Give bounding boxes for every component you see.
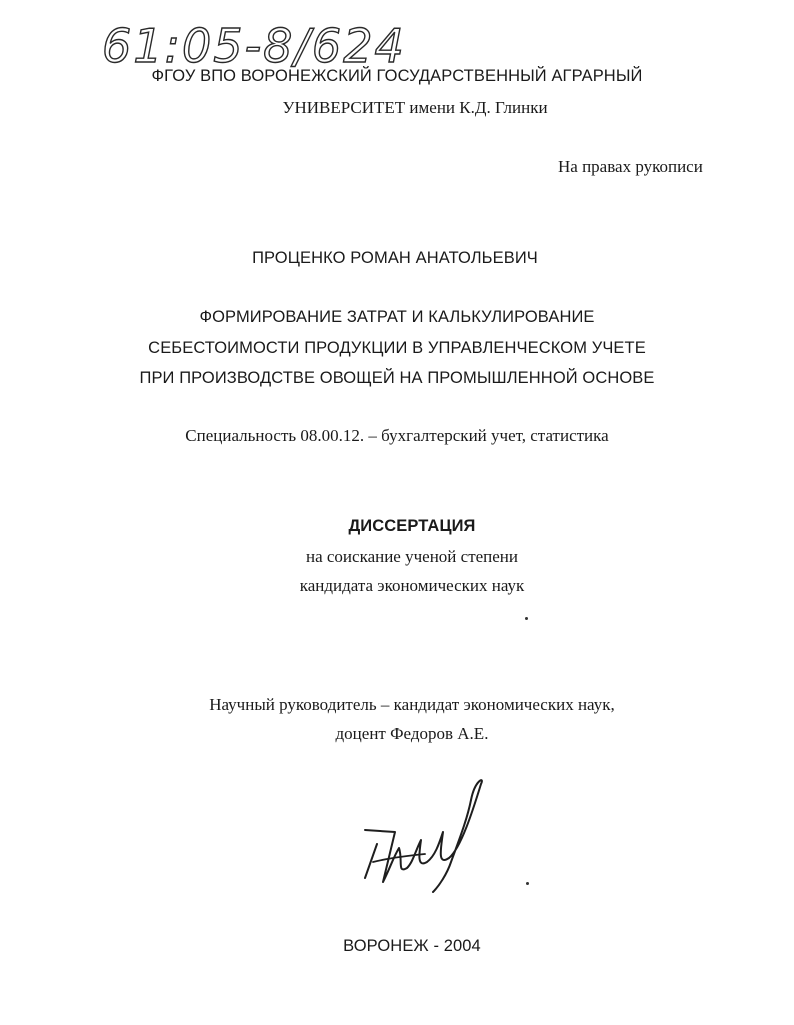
specialty: Специальность 08.00.12. – бухгалтерский учет, статистика (185, 426, 609, 445)
dissertation-degree-line-1: на соискание ученой степени (305, 547, 519, 566)
rights-note: На правах рукописи (558, 157, 703, 176)
speck-mark (525, 617, 528, 620)
supervisor-line-2: доцент Федоров А.Е. (335, 724, 489, 743)
institution-line-2: УНИВЕРСИТЕТ имени К.Д. Глинки (282, 98, 548, 117)
dissertation-label: ДИССЕРТАЦИЯ (348, 517, 476, 535)
supervisor-line-1: Научный руководитель – кандидат экономических наук, (209, 695, 615, 714)
author-name: ПРОЦЕНКО РОМАН АНАТОЛЬЕВИЧ (252, 249, 538, 267)
institution-line-1: ФГОУ ВПО ВОРОНЕЖСКИЙ ГОСУДАРСТВЕННЫЙ АГРАРНЫЙ (151, 67, 643, 85)
title-line-2: СЕБЕСТОИМОСТИ ПРОДУКЦИИ В УПРАВЛЕНЧЕСКОМ УЧЕТЕ (148, 339, 646, 357)
city-year: ВОРОНЕЖ - 2004 (343, 937, 481, 955)
speck-mark (526, 882, 529, 885)
title-line-1: ФОРМИРОВАНИЕ ЗАТРАТ И КАЛЬКУЛИРОВАНИЕ (199, 308, 595, 326)
handwritten-signature (355, 770, 505, 900)
title-line-3: ПРИ ПРОИЗВОДСТВЕ ОВОЩЕЙ НА ПРОМЫШЛЕННОЙ ОСНОВЕ (139, 369, 655, 387)
dissertation-degree-line-2: кандидата экономических наук (299, 576, 525, 595)
archive-number-text: 61:05-8/624 (102, 19, 406, 73)
